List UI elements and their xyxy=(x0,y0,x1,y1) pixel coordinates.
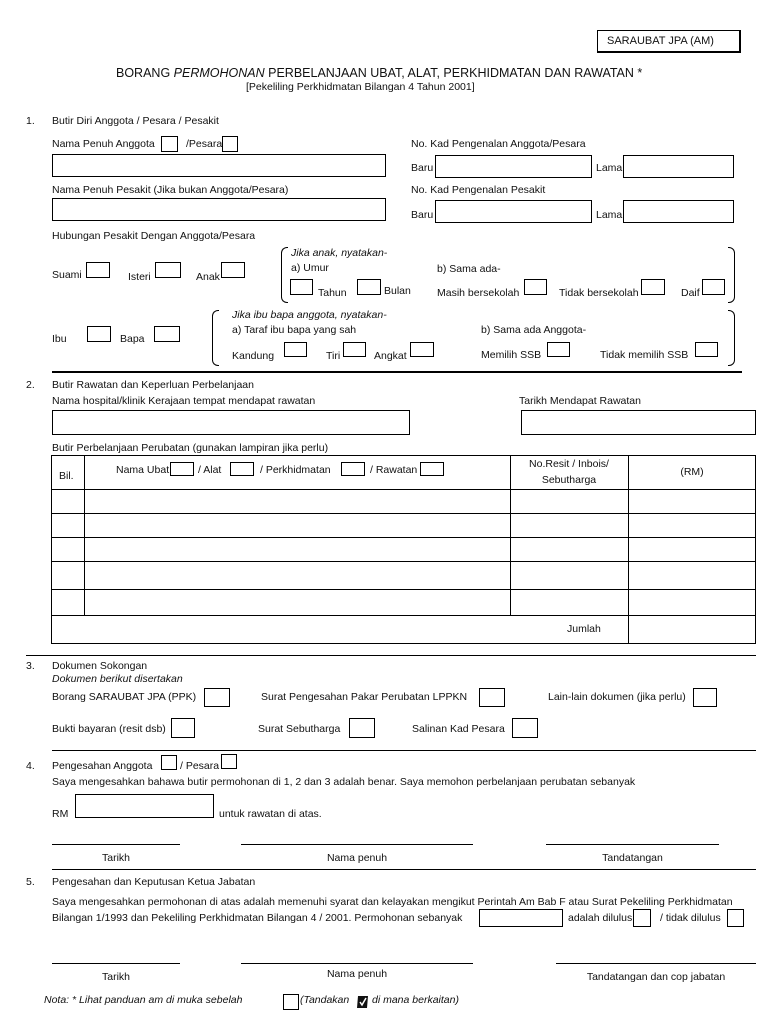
nama-anggota-input[interactable] xyxy=(52,154,386,177)
table-col-line-3 xyxy=(628,455,629,644)
form-title: BORANG PERMOHONAN PERBELANJAAN UBAT, ALAT, PERKHIDMATAN DAN RAWATAN * xyxy=(116,66,643,80)
umur-tahun-checkbox[interactable] xyxy=(290,279,313,295)
bukti-checkbox[interactable] xyxy=(171,718,195,738)
s4-anggota-checkbox[interactable] xyxy=(161,755,177,770)
table-row-line-3 xyxy=(51,561,756,562)
anggota-checkbox[interactable] xyxy=(161,136,178,152)
tahun-label: Tahun xyxy=(318,287,347,299)
kp-anggota-baru-input[interactable] xyxy=(435,155,592,178)
col-alat-header: / Alat xyxy=(198,464,222,476)
col-perkhidmatan-header: / Perkhidmatan xyxy=(260,464,331,476)
surat-pakar-label: Surat Pengesahan Pakar Perubatan LPPKN xyxy=(261,691,468,703)
kp-pesakit-lama-label: Lama xyxy=(596,209,623,221)
kp-pesakit-baru-label: Baru xyxy=(411,209,434,221)
sama-anggota-label: b) Sama ada Anggota- xyxy=(481,324,587,336)
ibu-checkbox[interactable] xyxy=(87,326,111,342)
s5-number: 5. xyxy=(26,876,35,888)
s4-nama-label: Nama penuh xyxy=(326,852,388,864)
jika-anak-label: Jika anak, nyatakan- xyxy=(291,247,388,259)
s4-nama-line xyxy=(241,844,473,845)
kp-pesakit-label: No. Kad Pengenalan Pesakit xyxy=(411,184,546,196)
table-header-divider xyxy=(51,489,756,490)
taraf-label: a) Taraf ibu bapa yang sah xyxy=(232,324,357,336)
lain-checkbox[interactable] xyxy=(693,688,717,707)
memilih-ssb-label: Memilih SSB xyxy=(481,349,542,361)
bapa-label: Bapa xyxy=(120,333,145,345)
jumlah-label: Jumlah xyxy=(567,623,601,635)
borang-checkbox[interactable] xyxy=(204,688,230,707)
nama-pesakit-label: Nama Penuh Pesakit (Jika bukan Anggota/Pesara) xyxy=(52,184,289,196)
s3-heading: Dokumen Sokongan xyxy=(52,660,148,672)
masih-sekolah-label: Masih bersekolah xyxy=(437,287,520,299)
kp-anggota-lama-label: Lama xyxy=(596,162,623,174)
lain-label: Lain-lain dokumen (jika perlu) xyxy=(548,691,686,703)
s5-nama-label: Nama penuh xyxy=(326,968,388,980)
nama-pesakit-input[interactable] xyxy=(52,198,386,221)
s4-heading-pesara: / Pesara xyxy=(180,760,220,772)
hospital-input[interactable] xyxy=(52,410,410,435)
tiri-checkbox[interactable] xyxy=(343,342,366,357)
table-row-line-2 xyxy=(51,537,756,538)
daif-checkbox[interactable] xyxy=(702,279,725,295)
col-rm-header: (RM) xyxy=(680,466,704,478)
s5-line-2: Bilangan 1/1993 dan Pekeliling Perkhidmatan Bilangan 4 / 2001. Permohonan sebanyak xyxy=(52,912,463,924)
pesara-label: /Pesara xyxy=(186,138,223,150)
col-nama-ubat-header: Nama Ubat xyxy=(116,464,170,476)
tiri-label: Tiri xyxy=(326,350,341,362)
section-divider-4 xyxy=(52,869,756,870)
jika-ibu-label: Jika ibu bapa anggota, nyatakan- xyxy=(232,309,387,321)
masih-sekolah-checkbox[interactable] xyxy=(524,279,547,295)
tarikh-rawatan-input[interactable] xyxy=(521,410,756,435)
anak-brace-right xyxy=(728,247,735,303)
s4-statement: Saya mengesahkan bahawa butir permohonan di 1, 2 dan 3 adalah benar. Saya memohon perbelanjaan perubatan sebanyak xyxy=(52,776,636,788)
sebutharga-checkbox[interactable] xyxy=(349,718,375,738)
nota-checkbox-example xyxy=(283,994,299,1010)
tidak-memilih-ssb-label: Tidak memilih SSB xyxy=(600,349,689,361)
s4-tarikh-label: Tarikh xyxy=(101,852,130,864)
s3-number: 3. xyxy=(26,660,35,672)
s4-tandatangan-line xyxy=(546,844,719,845)
sama-ada-label: b) Sama ada- xyxy=(437,263,501,275)
col-resit-header-1: No.Resit / Inbois/ xyxy=(529,458,609,470)
bapa-checkbox[interactable] xyxy=(154,326,180,342)
s4-untuk-label: untuk rawatan di atas. xyxy=(219,808,322,820)
section-divider-1 xyxy=(52,371,742,373)
tarikh-rawatan-label: Tarikh Mendapat Rawatan xyxy=(519,395,641,407)
tidak-sekolah-checkbox[interactable] xyxy=(641,279,665,295)
tidak-memilih-ssb-checkbox[interactable] xyxy=(695,342,718,357)
nota-tandakan-post: di mana berkaitan) xyxy=(372,994,459,1006)
s1-heading: Butir Diri Anggota / Pesara / Pesakit xyxy=(52,115,219,127)
angkat-label: Angkat xyxy=(374,350,407,362)
s4-number: 4. xyxy=(26,760,35,772)
kp-pesakit-lama-input[interactable] xyxy=(623,200,734,223)
s5-tandatangan-label: Tandatangan dan cop jabatan xyxy=(586,971,726,983)
s4-pesara-checkbox[interactable] xyxy=(221,754,237,769)
s5-heading: Pengesahan dan Keputusan Ketua Jabatan xyxy=(52,876,256,888)
ibu-label: Ibu xyxy=(52,333,67,345)
nota-label: Nota: * Lihat panduan am di muka sebelah xyxy=(44,994,243,1006)
form-code: SARAUBAT JPA (AM) xyxy=(607,35,714,47)
s2-heading: Butir Rawatan dan Keperluan Perbelanjaan xyxy=(52,379,254,391)
s4-rm-label: RM xyxy=(52,808,69,820)
kp-anggota-baru-label: Baru xyxy=(411,162,434,174)
s5-tidak-dilulus-label: / tidak dilulus xyxy=(660,912,721,924)
kandung-checkbox[interactable] xyxy=(284,342,307,357)
section-divider-2 xyxy=(26,655,756,656)
hubungan-label: Hubungan Pesakit Dengan Anggota/Pesara xyxy=(52,230,256,242)
s4-amount-input[interactable] xyxy=(75,794,214,818)
anak-brace-left xyxy=(281,247,288,303)
s2-number: 2. xyxy=(26,379,35,391)
anak-label: Anak xyxy=(196,271,220,283)
umur-bulan-checkbox[interactable] xyxy=(357,279,381,295)
salinan-checkbox[interactable] xyxy=(512,718,538,738)
butir-label: Butir Perbelanjaan Perubatan (gunakan lampiran jika perlu) xyxy=(52,442,329,454)
s1-number: 1. xyxy=(26,115,35,127)
table-col-line-1 xyxy=(84,455,85,615)
umur-label: a) Umur xyxy=(291,262,329,274)
daif-label: Daif xyxy=(681,287,700,299)
s5-tarikh-line xyxy=(52,963,180,964)
angkat-checkbox[interactable] xyxy=(410,342,434,357)
form-subtitle: [Pekeliling Perkhidmatan Bilangan 4 Tahun 2001] xyxy=(246,81,475,93)
isteri-label: Isteri xyxy=(128,271,151,283)
suami-label: Suami xyxy=(52,269,82,281)
bukti-label: Bukti bayaran (resit dsb) xyxy=(52,723,166,735)
memilih-ssb-checkbox[interactable] xyxy=(547,342,570,357)
kp-pesakit-baru-input[interactable] xyxy=(435,200,592,223)
section-divider-3 xyxy=(52,750,756,751)
nama-anggota-label: Nama Penuh Anggota xyxy=(52,138,155,150)
pesara-checkbox[interactable] xyxy=(222,136,238,152)
s4-heading-anggota: Pengesahan Anggota xyxy=(52,760,153,772)
kp-anggota-lama-input[interactable] xyxy=(623,155,734,178)
s3-sub: Dokumen berikut disertakan xyxy=(52,673,183,685)
s5-line-1: Saya mengesahkan permohonan di atas adalah memenuhi syarat dan kelayakan mengikut Perintah Am Bab F atau Surat Pekeliling Perkhidmatan xyxy=(52,896,733,908)
s5-tidak-dilulus-checkbox[interactable] xyxy=(727,909,744,927)
kandung-label: Kandung xyxy=(232,350,275,362)
kp-anggota-label: No. Kad Pengenalan Anggota/Pesara xyxy=(411,138,586,150)
col-bil-header: Bil. xyxy=(59,470,74,482)
tidak-sekolah-label: Tidak bersekolah xyxy=(559,287,639,299)
anak-checkbox[interactable] xyxy=(221,262,245,278)
nota-tandakan-pre: (Tandakan xyxy=(300,994,350,1006)
s5-tarikh-label: Tarikh xyxy=(101,971,130,983)
surat-pakar-checkbox[interactable] xyxy=(479,688,505,707)
isteri-checkbox[interactable] xyxy=(155,262,181,278)
table-row-line-5 xyxy=(51,615,756,616)
s5-nama-line xyxy=(241,963,473,964)
col-alat-checkbox[interactable] xyxy=(230,462,254,476)
sebutharga-label: Surat Sebutharga xyxy=(258,723,341,735)
s4-tarikh-line xyxy=(52,844,180,845)
s5-dilulus-label: adalah dilulus xyxy=(568,912,633,924)
col-rawatan-checkbox[interactable] xyxy=(420,462,444,476)
hospital-label: Nama hospital/klinik Kerajaan tempat mendapat rawatan xyxy=(52,395,316,407)
col-perkhidmatan-checkbox[interactable] xyxy=(341,462,365,476)
ibu-brace-right xyxy=(728,310,735,366)
ibu-brace-left xyxy=(212,310,219,366)
col-rawatan-header: / Rawatan xyxy=(370,464,418,476)
s5-tandatangan-line xyxy=(556,963,756,964)
col-ubat-checkbox[interactable] xyxy=(170,462,194,476)
table-row-line-4 xyxy=(51,589,756,590)
bulan-label: Bulan xyxy=(384,285,411,297)
table-row-line-1 xyxy=(51,513,756,514)
col-resit-header-2: Sebutharga xyxy=(541,474,597,486)
tick-mark-icon xyxy=(356,995,369,1009)
s5-dilulus-checkbox[interactable] xyxy=(633,909,651,927)
suami-checkbox[interactable] xyxy=(86,262,110,278)
s5-amount-input[interactable] xyxy=(479,909,563,927)
borang-label: Borang SARAUBAT JPA (PPK) xyxy=(52,691,197,703)
salinan-label: Salinan Kad Pesara xyxy=(412,723,505,735)
s4-tandatangan-label: Tandatangan xyxy=(602,852,663,864)
